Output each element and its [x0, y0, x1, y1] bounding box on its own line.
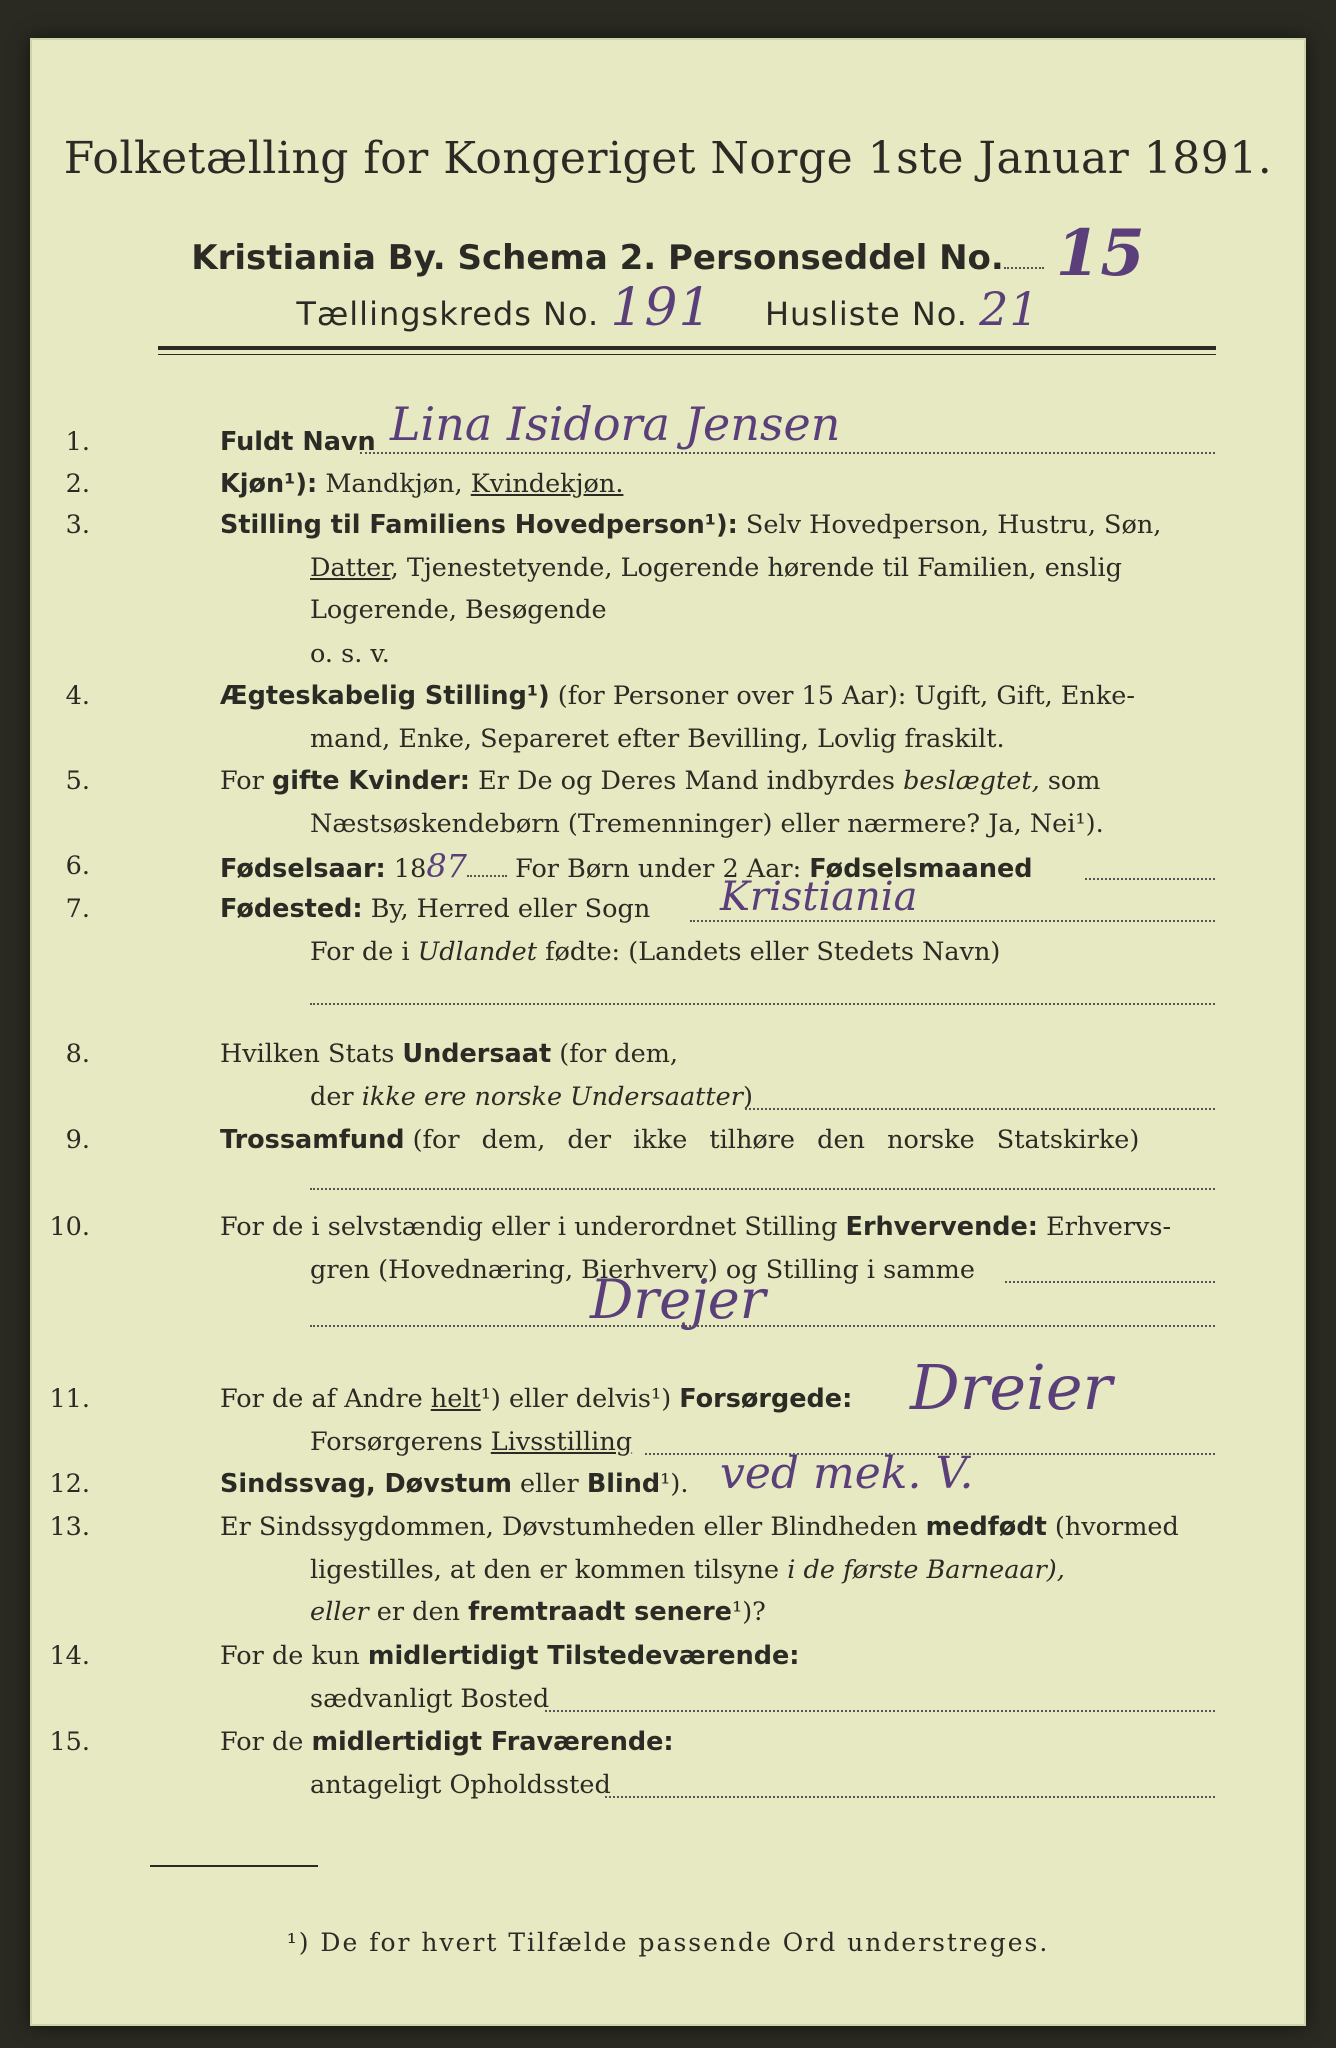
item-number: 12.: [49, 1469, 90, 1499]
item-text: ): [742, 1082, 753, 1112]
item-number: 4.: [65, 681, 90, 711]
item-number: 2.: [65, 469, 90, 499]
item-number: 10.: [49, 1212, 90, 1242]
item-text: fødte: (Landets eller Stedets Navn): [545, 937, 1001, 967]
provider-occupation-answer: Dreier: [910, 1351, 1113, 1424]
item-label: Erhvervende:: [845, 1212, 1038, 1242]
item-5-line2: Næstsøskendebørn (Tremenninger) eller nærmere? Ja, Nei¹).: [310, 809, 1104, 839]
item-3-line3: Logerende, Besøgende: [310, 595, 607, 625]
year-prefix: 18: [393, 854, 427, 884]
item-label: Undersaat: [402, 1039, 552, 1069]
item-4-line2: mand, Enke, Separeret efter Bevilling, Lovlig fraskilt.: [310, 724, 1005, 754]
item-text: Selv Hovedperson, Hustru, Søn,: [745, 510, 1162, 540]
item-text: Hvilken Stats: [220, 1039, 395, 1069]
item-15-line2: antageligt Opholdssted: [310, 1770, 611, 1800]
birthplace-answer: Kristiania: [720, 874, 918, 920]
item-text: (for Personer over 15 Aar): Ugift, Gift, Enke-: [557, 681, 1135, 711]
item-text: Forsørgerens: [310, 1427, 483, 1457]
item-number: 1.: [65, 427, 90, 457]
item-text: der: [310, 1082, 354, 1112]
item-8-line2: [310, 1076, 753, 1118]
item-label: Ægteskabelig Stilling¹): [220, 681, 550, 711]
selected-option: helt: [430, 1384, 481, 1414]
item-label: Forsørgede:: [679, 1384, 853, 1414]
footnote: ¹) De for hvert Tilfælde passende Ord understreges.: [286, 1928, 1050, 1957]
item-number: 6.: [65, 851, 90, 881]
occupation-answer: Drejer: [590, 1268, 766, 1331]
item-label: Fuldt Navn: [220, 427, 376, 457]
item-13-line2: [310, 1549, 1065, 1591]
item-label: midlertidigt Tilstedeværende:: [367, 1641, 800, 1671]
item-text: (for dem, der ikke tilhøre den norske Statskirke): [412, 1125, 1140, 1155]
item-label: Blind: [586, 1469, 661, 1499]
item-text: For de: [220, 1727, 304, 1757]
item-label: Trossamfund: [220, 1125, 405, 1155]
item-3-line4: o. s. v.: [310, 639, 390, 669]
item-text-italic: Udlandet: [417, 937, 537, 967]
answer-line: [545, 1710, 1215, 1712]
answer-line: [310, 1003, 1215, 1005]
item-label: fremtraadt senere: [468, 1597, 732, 1627]
answer-line: [310, 1188, 1215, 1190]
krets-label: Tællingskreds No.: [296, 295, 600, 333]
answer-line: [1005, 1281, 1215, 1283]
item-3-line2: [310, 547, 1122, 589]
krets-line: [30, 278, 1306, 338]
item-number: 8.: [65, 1039, 90, 1069]
item-text: eller: [520, 1469, 579, 1499]
item-text: som: [1047, 766, 1101, 796]
krets-number: 191: [610, 278, 713, 338]
item-text: (hvormed: [1054, 1512, 1179, 1542]
personseddel-number: 15: [1055, 216, 1145, 291]
item-number: 14.: [49, 1641, 90, 1671]
item-text: For de i: [310, 937, 410, 967]
item-text-italic: beslægtet,: [903, 766, 1040, 796]
item-text: For de i selvstændig eller i underordnet Stilling: [220, 1212, 838, 1242]
item-14-line2: sædvanligt Bosted: [310, 1684, 550, 1714]
disability-answer: ved mek. V.: [720, 1448, 974, 1499]
item-label: gifte Kvinder:: [271, 766, 471, 796]
item-number: 5.: [65, 766, 90, 796]
item-text-italic: eller: [310, 1597, 369, 1627]
item-text: ¹).: [660, 1469, 689, 1499]
option-text: Mandkjøn,: [325, 469, 463, 499]
answer-line: [310, 1325, 1215, 1327]
item-text: For de af Andre: [220, 1384, 423, 1414]
item-label: Fødselsaar:: [220, 854, 386, 884]
birth-year-answer: 87: [426, 847, 468, 885]
item-11-line2: [310, 1421, 632, 1463]
item-label: Fødselsmaaned: [809, 854, 1033, 884]
answer-line: [690, 920, 1215, 922]
item-number: 3.: [65, 510, 90, 540]
item-number: 9.: [65, 1125, 90, 1155]
item-text: ligestilles, at den er kommen tilsyne: [310, 1555, 780, 1585]
item-label: Stilling til Familiens Hovedperson¹):: [220, 510, 738, 540]
schema-label: Kristiania By. Schema 2. Personseddel No.: [191, 238, 1004, 278]
item-label: medfødt: [925, 1512, 1047, 1542]
item-text: ¹) eller delvis¹): [480, 1384, 672, 1414]
answer-line: [1085, 878, 1215, 880]
full-name-answer: Lina Isidora Jensen: [390, 397, 841, 451]
footnote-rule: [150, 1865, 318, 1867]
item-label: Kjøn¹):: [220, 469, 318, 499]
schema-line: [30, 210, 1306, 291]
answer-line: [605, 1796, 1215, 1798]
header-rule: [158, 346, 1216, 350]
husliste-label: Husliste No.: [764, 295, 968, 333]
selected-option: Datter: [310, 553, 391, 583]
item-number: 11.: [49, 1384, 90, 1414]
item-number: 15.: [49, 1727, 90, 1757]
item-text: Er De og Deres Mand indbyrdes: [478, 766, 895, 796]
item-label: Sindssvag, Døvstum: [220, 1469, 512, 1499]
item-text-italic: i de første Barneaar),: [787, 1555, 1065, 1585]
item-text: , Tjenestetyende, Logerende hørende til Familien, enslig: [390, 553, 1122, 583]
item-13-line3: [310, 1591, 766, 1633]
item-text: By, Herred eller Sogn: [370, 894, 651, 924]
item-text: For Børn under 2 Aar:: [515, 854, 802, 884]
form-title: Folketælling for Kongeriget Norge 1ste Januar 1891.: [63, 133, 1273, 184]
selected-option: Livsstilling: [490, 1427, 633, 1457]
item-label: Fødested:: [220, 894, 363, 924]
item-text: Er Sindssygdommen, Døvstumheden eller Blindheden: [220, 1512, 918, 1542]
item-text: For: [220, 766, 264, 796]
item-number: 7.: [65, 894, 90, 924]
item-text: Erhvervs-: [1046, 1212, 1172, 1242]
header-rule-thin: [158, 354, 1216, 355]
item-text: ¹)?: [731, 1597, 766, 1627]
item-7-line2: [310, 931, 1000, 973]
item-text: For de kun: [220, 1641, 360, 1671]
selected-option: Kvindekjøn.: [470, 469, 624, 499]
item-text-italic: ikke ere norske Undersaatter: [361, 1082, 743, 1112]
item-10-line2: gren (Hovednæring, Bierhverv) og Stilling i samme: [310, 1255, 975, 1285]
item-text: er den: [376, 1597, 461, 1627]
item-text: (for dem,: [559, 1039, 679, 1069]
husliste-number: 21: [979, 282, 1040, 336]
answer-line: [360, 452, 1215, 454]
item-number: 13.: [49, 1512, 90, 1542]
census-form: [30, 38, 1306, 2026]
item-label: midlertidigt Fraværende:: [311, 1727, 674, 1757]
answer-line: [745, 1108, 1215, 1110]
